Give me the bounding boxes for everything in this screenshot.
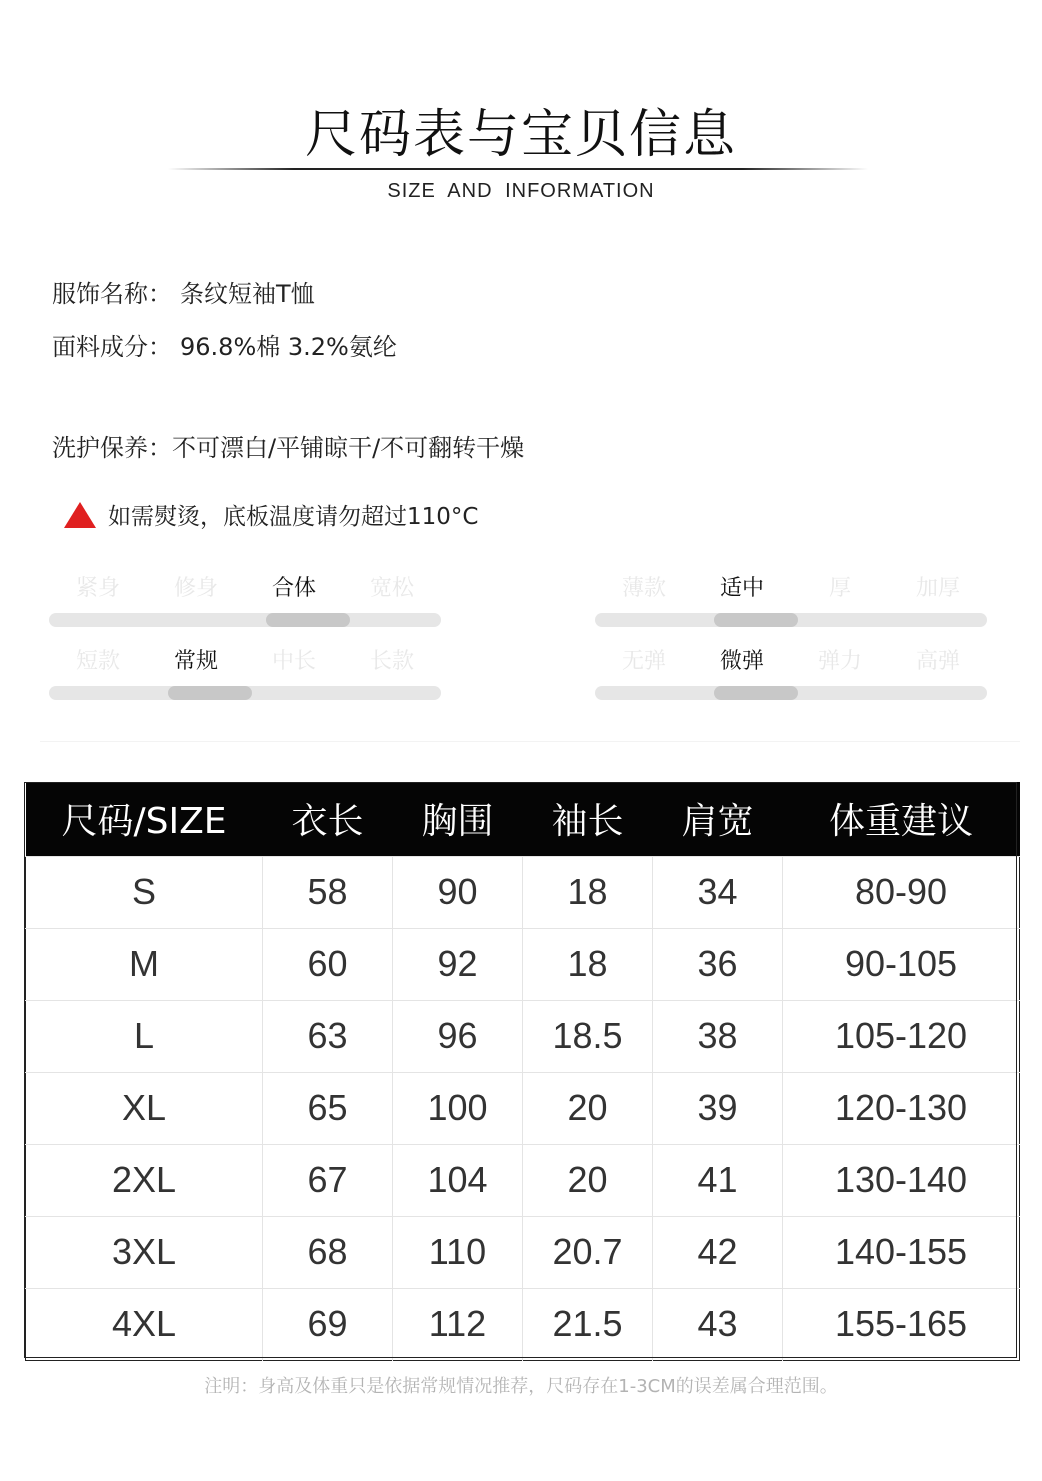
- size-chart-header-row: [26, 782, 1020, 856]
- elasticity-scale: [595, 645, 987, 705]
- table-cell: 100: [393, 1072, 523, 1144]
- table-cell: 38: [653, 1000, 783, 1072]
- table-cell: S: [26, 856, 263, 928]
- table-cell: 69: [263, 1288, 393, 1360]
- thickness-option: 厚: [828, 576, 851, 601]
- thickness-scale-labels: [595, 572, 987, 606]
- size-chart-table: [25, 782, 1020, 1361]
- thickness-option: 薄款: [621, 576, 666, 601]
- thickness-option: 加厚: [915, 576, 960, 601]
- length-scale-labels: [49, 645, 441, 679]
- product-name-label: 服饰名称：: [52, 280, 172, 308]
- elasticity-scale-track: [595, 686, 987, 700]
- length-option: 长款: [369, 649, 414, 674]
- table-cell: 20: [523, 1144, 653, 1216]
- table-cell: 2XL: [26, 1144, 263, 1216]
- table-cell: 67: [263, 1144, 393, 1216]
- fabric-value: 96.8%棉 3.2%氨纶: [180, 333, 397, 361]
- page-subtitle: SIZE AND INFORMATION: [387, 180, 655, 202]
- table-cell: 90: [393, 856, 523, 928]
- table-cell: 4XL: [26, 1288, 263, 1360]
- length-option: 短款: [75, 649, 120, 674]
- care-value: 不可漂白/平铺晾干/不可翻转干燥: [172, 434, 525, 462]
- table-row: [26, 856, 1020, 928]
- table-cell: 21.5: [523, 1288, 653, 1360]
- table-row: [26, 1144, 1020, 1216]
- table-cell: 68: [263, 1216, 393, 1288]
- size-chart-body: [26, 856, 1020, 1360]
- thickness-option: 适中: [719, 576, 764, 601]
- elasticity-option: 弹力: [817, 649, 862, 674]
- elasticity-option: 无弹: [621, 649, 666, 674]
- table-cell: 58: [263, 856, 393, 928]
- product-name-row: [52, 274, 315, 309]
- warning-triangle-icon: [64, 502, 96, 528]
- section-divider: [40, 741, 1020, 742]
- fabric-row: [52, 327, 397, 362]
- fit-scale: [49, 572, 441, 632]
- table-cell: 96: [393, 1000, 523, 1072]
- table-cell: 42: [653, 1216, 783, 1288]
- table-cell: M: [26, 928, 263, 1000]
- table-cell: 18: [523, 928, 653, 1000]
- length-option: 常规: [173, 649, 218, 674]
- table-row: [26, 1072, 1020, 1144]
- ironing-warning-text: 如需熨烫，底板温度请勿超过110°C: [108, 504, 479, 530]
- table-cell: 105-120: [783, 1000, 1020, 1072]
- table-cell: 18: [523, 856, 653, 928]
- table-cell: 20.7: [523, 1216, 653, 1288]
- ironing-warning: [64, 498, 478, 531]
- thickness-scale-indicator: [714, 613, 798, 627]
- thickness-scale: [595, 572, 987, 632]
- table-cell: 110: [393, 1216, 523, 1288]
- length-scale-indicator: [168, 686, 252, 700]
- column-header: 胸围: [421, 801, 494, 843]
- table-row: [26, 1288, 1020, 1360]
- column-header: 衣长: [291, 801, 364, 843]
- table-cell: 41: [653, 1144, 783, 1216]
- table-cell: 65: [263, 1072, 393, 1144]
- table-row: [26, 1000, 1020, 1072]
- table-row: [26, 928, 1020, 1000]
- table-cell: 155-165: [783, 1288, 1020, 1360]
- table-cell: 39: [653, 1072, 783, 1144]
- care-label: 洗护保养：: [52, 434, 172, 462]
- table-cell: 80-90: [783, 856, 1020, 928]
- table-cell: 20: [523, 1072, 653, 1144]
- table-cell: 43: [653, 1288, 783, 1360]
- column-header: 袖长: [551, 801, 624, 843]
- table-cell: 36: [653, 928, 783, 1000]
- fit-option: 修身: [173, 576, 218, 601]
- fit-option: 紧身: [75, 576, 120, 601]
- table-cell: 63: [263, 1000, 393, 1072]
- table-cell: 92: [393, 928, 523, 1000]
- table-cell: 34: [653, 856, 783, 928]
- fabric-label: 面料成分：: [52, 333, 172, 361]
- length-scale: [49, 645, 441, 705]
- elasticity-scale-labels: [595, 645, 987, 679]
- elasticity-option: 微弹: [719, 649, 764, 674]
- table-cell: 130-140: [783, 1144, 1020, 1216]
- care-row: [52, 428, 524, 463]
- size-note: 注明：身高及体重只是依据常规情况推荐，尺码存在1-3CM的误差属合理范围。: [204, 1376, 838, 1397]
- length-scale-track: [49, 686, 441, 700]
- fit-scale-labels: [49, 572, 441, 606]
- column-header: 尺码/SIZE: [61, 801, 227, 843]
- fit-scale-indicator: [266, 613, 350, 627]
- table-row: [26, 1216, 1020, 1288]
- fit-option: 合体: [271, 576, 316, 601]
- thickness-scale-track: [595, 613, 987, 627]
- fit-scale-track: [49, 613, 441, 627]
- column-header: 体重建议: [828, 801, 973, 843]
- table-cell: 104: [393, 1144, 523, 1216]
- table-cell: 140-155: [783, 1216, 1020, 1288]
- table-cell: 90-105: [783, 928, 1020, 1000]
- table-cell: 120-130: [783, 1072, 1020, 1144]
- table-cell: L: [26, 1000, 263, 1072]
- title-divider: [168, 168, 868, 170]
- table-cell: 18.5: [523, 1000, 653, 1072]
- elasticity-scale-indicator: [714, 686, 798, 700]
- table-cell: XL: [26, 1072, 263, 1144]
- page-title: 尺码表与宝贝信息: [304, 105, 737, 165]
- elasticity-option: 高弹: [915, 649, 960, 674]
- table-cell: 112: [393, 1288, 523, 1360]
- length-option: 中长: [271, 649, 316, 674]
- fit-option: 宽松: [369, 576, 414, 601]
- column-header: 肩宽: [681, 801, 754, 843]
- table-cell: 3XL: [26, 1216, 263, 1288]
- table-cell: 60: [263, 928, 393, 1000]
- product-name-value: 条纹短袖T恤: [180, 280, 315, 308]
